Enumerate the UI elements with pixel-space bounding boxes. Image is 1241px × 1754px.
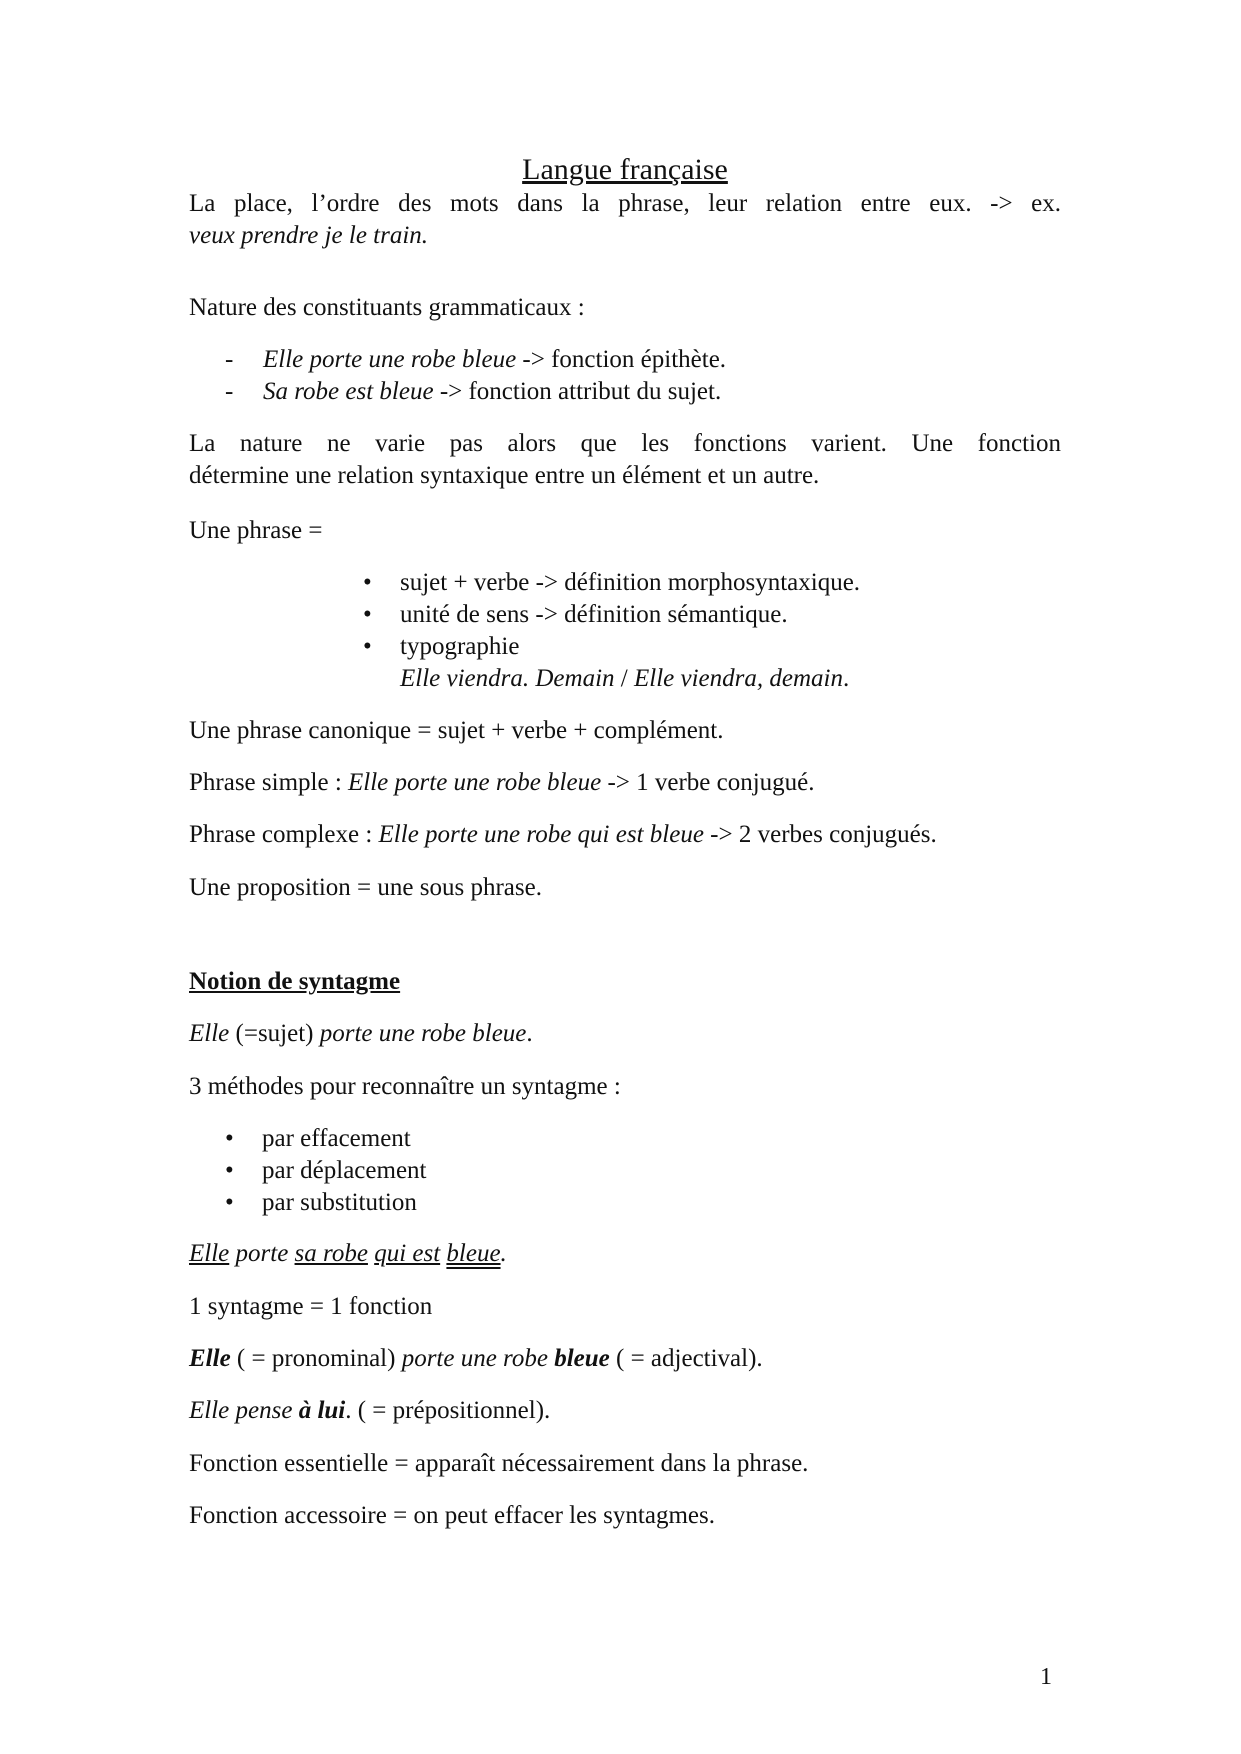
fonction-rule: 1 syntagme = 1 fonction [189, 1293, 433, 1320]
methodes-label: 3 méthodes pour reconnaître un syntagme : [189, 1073, 621, 1100]
canonique-line: Une phrase canonique = sujet + verbe + complément. [189, 717, 724, 744]
bullet-marker: • [225, 1125, 234, 1152]
list-item [363, 599, 860, 631]
bullet-marker: • [363, 633, 372, 660]
page-number: 1 [1040, 1664, 1052, 1690]
section-heading: Notion de syntagme [189, 968, 401, 995]
bullet-marker: • [225, 1157, 234, 1184]
example-text: Elle porte une robe bleue [263, 346, 517, 373]
list-item [225, 1155, 427, 1187]
typography-example: Elle viendra. Demain / Elle viendra, demain. [400, 665, 850, 692]
intro-example: veux prendre je le train. [189, 222, 429, 249]
intro-paragraph [189, 188, 1061, 252]
paragraph-line: La nature ne varie pas alors que les fonctions varient. Une fonction [189, 430, 1061, 457]
accessoire-line: Fonction accessoire = on peut effacer les syntagmes. [189, 1502, 715, 1529]
bullet-marker: • [363, 569, 372, 596]
bullet-marker: • [363, 601, 372, 628]
underlined-example: Elle porte sa robe qui est bleue. [189, 1240, 507, 1267]
item-text: par substitution [262, 1189, 417, 1216]
item-text: -> fonction attribut du sujet. [433, 378, 722, 405]
list-item [363, 631, 860, 663]
list-item [225, 376, 726, 408]
essentielle-line: Fonction essentielle = apparaît nécessairement dans la phrase. [189, 1450, 809, 1477]
item-text: par effacement [262, 1125, 411, 1152]
syntagme-example: Elle (=sujet) porte une robe bleue. [189, 1020, 533, 1047]
list-item [225, 344, 726, 376]
nature-list [225, 344, 726, 408]
prepositionnel-line: Elle pense à lui. ( = prépositionnel). [189, 1397, 551, 1424]
list-item [225, 1187, 427, 1219]
pronominal-line: Elle ( = pronominal) porte une robe bleue ( = adjectival). [189, 1345, 763, 1372]
paragraph-line: détermine une relation syntaxique entre un élément et un autre. [189, 462, 820, 489]
list-item [225, 1123, 427, 1155]
list-item [363, 567, 860, 599]
example-text: Sa robe est bleue [263, 378, 434, 405]
intro-line: La place, l’ordre des mots dans la phrase, leur relation entre eux. -> ex. [189, 190, 1061, 217]
item-text: par déplacement [262, 1157, 427, 1184]
item-text: sujet + verbe -> définition morphosyntaxique. [400, 569, 861, 596]
dash-marker: - [225, 378, 234, 405]
phrase-complexe-line: Phrase complexe : Elle porte une robe qui est bleue -> 2 verbes conjugués. [189, 821, 937, 848]
nature-paragraph [189, 428, 1061, 492]
item-text: typographie [400, 633, 520, 660]
item-text: unité de sens -> définition sémantique. [400, 601, 788, 628]
methodes-list [225, 1123, 427, 1219]
bullet-marker: • [225, 1189, 234, 1216]
phrase-label: Une phrase = [189, 517, 323, 544]
proposition-line: Une proposition = une sous phrase. [189, 874, 542, 901]
dash-marker: - [225, 346, 234, 373]
phrase-simple-line: Phrase simple : Elle porte une robe bleue -> 1 verbe conjugué. [189, 769, 815, 796]
item-text: -> fonction épithète. [516, 346, 727, 373]
phrase-list [363, 567, 860, 695]
nature-label: Nature des constituants grammaticaux : [189, 294, 585, 321]
page-title: Langue française [522, 153, 728, 186]
